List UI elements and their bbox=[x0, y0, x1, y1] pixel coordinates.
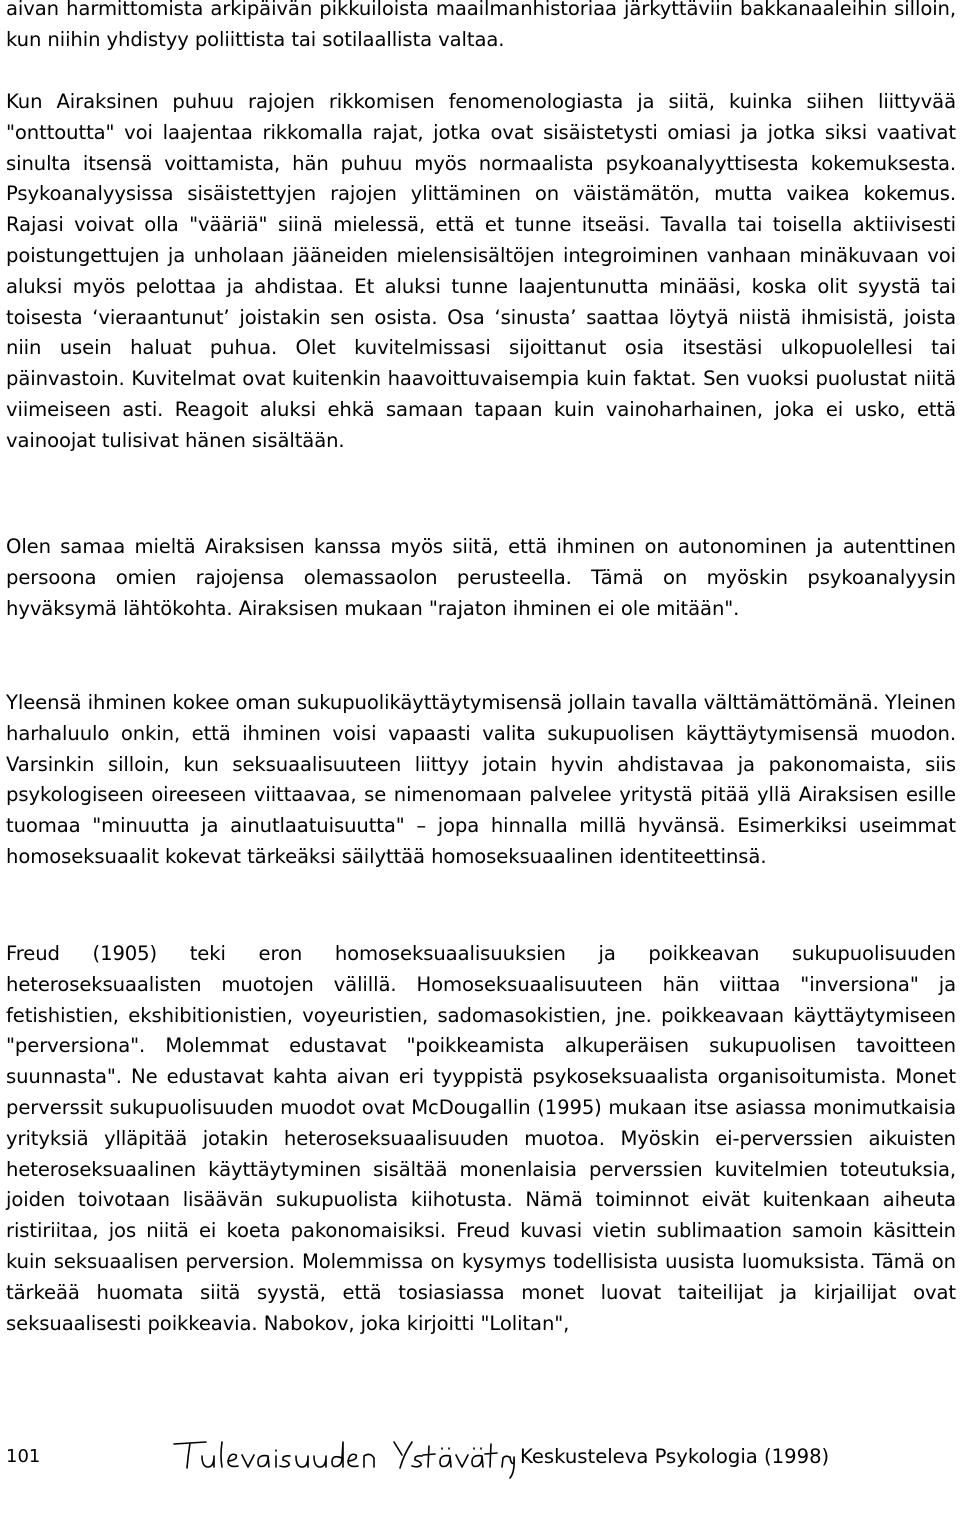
journal-title: Keskusteleva Psykologia (1998) bbox=[520, 1445, 830, 1468]
paragraph: Olen samaa mieltä Airaksisen kanssa myös siitä, että ihminen on autonominen ja autenttinen persoona omien rajojensa olemassaolon perusteella. Tämä on myöskin psykoanalyysin hyväksymä lähtökohta. Airaksisen mukaan "rajaton ihminen ei ole mitään". bbox=[6, 535, 956, 620]
organization-logo-handwritten bbox=[172, 1436, 517, 1480]
paragraph-sexual-behavior bbox=[6, 688, 956, 873]
paragraph: aivan harmittomista arkipäivän pikkuiloista maailmanhistoriaa järkyttäviin bakkanaaleihin silloin, kun niihin yhdistyy poliittista tai sotilaallista valtaa. bbox=[6, 0, 956, 51]
page-footer bbox=[0, 1436, 960, 1480]
paragraph-freud bbox=[6, 939, 956, 1339]
paragraph-autonomy bbox=[6, 532, 956, 624]
paragraph-boundaries bbox=[6, 87, 956, 457]
paragraph: Yleensä ihminen kokee oman sukupuolikäyttäytymisensä jollain tavalla välttämättömänä. Yleinen harhaluulo onkin, että ihminen voisi vapaasti valita sukupuolisen käyttäytymisensä muodon. Varsinkin silloin, kun seksuaalisuuteen liittyy jotain hyvin ahdistavaa ja pakonomaista, siis psykologiseen oireeseen viittaavaa, se nimenomaan palvelee yritystä pitää yllä Airaksisen esille tuomaa "minuutta ja ainutlaatuisuutta" – jopa hinnalla millä hyvänsä. Esimerkiksi useimmat homoseksuaalit kokevat tärkeäksi säilyttää homoseksuaalinen identiteettinsä. bbox=[6, 691, 956, 868]
paragraph: Kun Airaksinen puhuu rajojen rikkomisen fenomenologiasta ja siitä, kuinka siihen liittyvää "onttoutta" voi laajentaa rikkomalla rajat, jotka ovat sisäistetysti omiasi ja jotka siksi vaativat sinulta itsensä voittamista, hän puhuu myös normaalista psykoanalyyttisesta kokemuksesta. Psykoanalyysissa sisäistettyjen rajojen ylittäminen on väistämätön, mutta vaikea kokemus. Rajasi voivat olla "vääriä" siinä mielessä, että et tunne itseäsi. Tavalla tai toisella aktiivisesti poistungettujen ja unholaan jääneiden mielensisältöjen integroiminen vanhaan minäkuvaan voi aluksi myös pelottaa ja ahdistaa. Et aluksi tunne laajentunutta minääsi, koska olit syystä tai toisesta ‘vieraantunut’ joistakin sen osista. Osa ‘sinusta’ saattaa löytyä niistä ihmisistä, joista niin usein haluat puhua. Olet kuvitelmissasi sijoittanut osia itsestäsi ulkopuolellesi tai päinvastoin. Kuvitelmat ovat kuitenkin haavoittuvaisempia kuin faktat. Sen vuoksi puolustat niitä viimeiseen asti. Reagoit aluksi ehkä samaan tapaan kuin vainoharhainen, joka ei usko, että vainoojat tulisivat hänen sisältään. bbox=[6, 90, 956, 452]
paragraph: Freud (1905) teki eron homoseksuaalisuuksien ja poikkeavan sukupuolisuuden heteroseksuaalisten muotojen välillä. Homoseksuaalisuuteen hän viittaa "inversiona" ja fetishistien, ekshibitionistien, voyeuristien, sadomasokistien, jne. poikkeavaan käyttäytymiseen "perversiona". Molemmat edustavat "poikkeamista alkuperäisen sukupuolisen tavoitteen suunnasta". Ne edustavat kahta aivan eri tyyppistä psykoseksuaalista organisoitumista. Monet perverssit sukupuolisuuden muodot ovat McDougallin (1995) mukaan itse asiassa monimutkaisia yrityksiä ylläpitää jotakin heteroseksuaalisuuden muotoa. Myöskin ei-perverssien aikuisten heteroseksuaalinen käyttäytyminen sisältää monenlaisia perverssien kuvitelmien toteutuksia, joiden toivotaan lisäävän sukupuolista kiihotusta. Nämä toiminnot eivät kuitenkaan aiheuta ristiriitaa, jos niitä ei koeta pakonomaisiksi. Freud kuvasi vietin sublimaation samoin käsittein kuin seksuaalisen perversion. Molemmissa on kysymys todellisista uusista luomuksista. Tämä on tärkeää huomata siitä syystä, että tosiasiassa monet luovat taiteilijat ja kirjailijat ovat seksuaalisesti poikkeavia. Nabokov, joka kirjoitti "Lolitan", bbox=[6, 942, 956, 1335]
paragraph-continuation bbox=[6, 0, 956, 56]
page-number: 101 bbox=[6, 1446, 41, 1467]
